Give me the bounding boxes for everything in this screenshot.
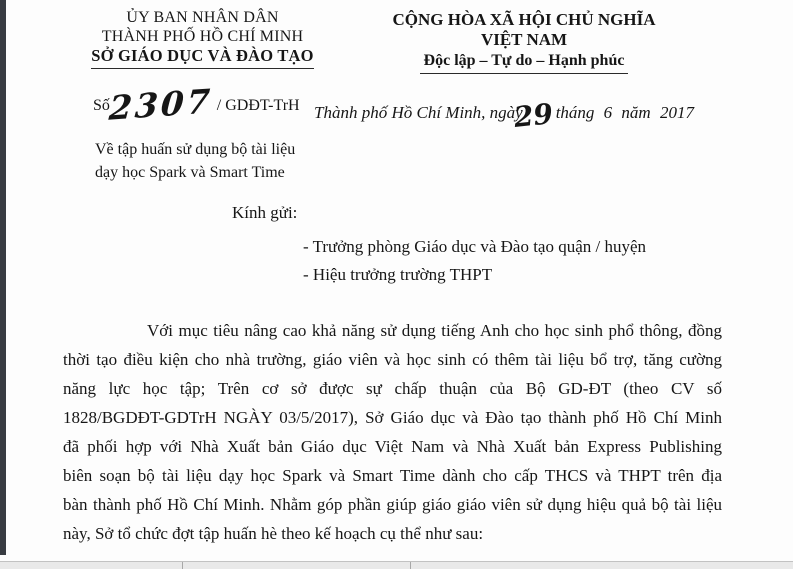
- reference-number-line: [93, 81, 300, 128]
- reference-label: Số: [93, 97, 110, 114]
- subject-line-2: dạy học Spark và Smart Time: [95, 164, 285, 181]
- body-line: 1828/BGDĐT-GDTrH NGÀY 03/5/2017), Sở Giáo dục và Đào tạo thành phố Hồ Chí Minh: [63, 408, 722, 427]
- body-line: này, Sở tổ chức đợt tập huấn hè theo kế hoạch cụ thể như sau:: [63, 524, 484, 543]
- table-column-divider: [182, 562, 183, 569]
- issuer-line-2: THÀNH PHỐ HỒ CHÍ MINH: [101, 28, 304, 45]
- issuer-header: [85, 8, 320, 69]
- reference-code: / GDĐT-TrH: [216, 97, 300, 114]
- date-prefix: Thành phố Hồ Chí Minh, ngày: [314, 103, 523, 122]
- handwritten-reference-number: 2307: [107, 81, 215, 128]
- national-motto: Độc lập – Tự do – Hạnh phúc: [420, 52, 629, 74]
- salutation: Kính gửi:: [232, 203, 298, 222]
- body-line: Với mục tiêu nâng cao khả năng sử dụng tiếng Anh cho học sinh phổ thông, đồng: [147, 321, 722, 340]
- subject-block: [95, 138, 295, 184]
- issuer-department-name: SỞ GIÁO DỤC VÀ ĐÀO TẠO: [91, 46, 313, 69]
- body-line: biên soạn bộ tài liệu dạy học Spark và Smart Time dành cho cấp THCS và THPT trên địa: [63, 466, 722, 485]
- national-motto-header: [374, 10, 674, 74]
- issuer-line-1: ỦY BAN NHÂN DÂN: [126, 9, 279, 26]
- body-line: bàn thành phố Hồ Chí Minh. Nhằm góp phần giúp giáo giáo viên sử dụng hiệu quả bộ tài liệu: [63, 495, 722, 514]
- body-paragraph: [63, 316, 722, 548]
- table-top-edge-strip: [0, 561, 793, 569]
- date-suffix: tháng 6 năm 2017: [555, 103, 694, 122]
- recipient-item: - Trưởng phòng Giáo dục và Đào tạo quận / huyện: [303, 237, 647, 256]
- viewer-left-edge-bar: [0, 0, 6, 555]
- recipient-item: - Hiệu trưởng trường THPT: [303, 265, 493, 284]
- recipient-list: [303, 233, 646, 289]
- handwritten-day: 29: [512, 97, 555, 134]
- place-date-line: [314, 96, 694, 133]
- table-column-divider: [410, 562, 411, 569]
- body-line: đã phối hợp với Nhà Xuất bản Giáo dục Việt Nam và Nhà Xuất bản Express Publishing: [63, 437, 722, 456]
- body-line: năng lực học tập; Trên cơ sở được sự chấp thuận của Bộ GD-ĐT (theo CV số: [63, 379, 722, 398]
- national-title: CỘNG HÒA XÃ HỘI CHỦ NGHĨA VIỆT NAM: [392, 10, 656, 49]
- body-line: thời tạo điều kiện cho nhà trường, giáo viên và học sinh có thêm tài liệu bổ trợ, tăng cường: [63, 350, 722, 369]
- subject-line-1: Về tập huấn sử dụng bộ tài liệu: [95, 141, 296, 158]
